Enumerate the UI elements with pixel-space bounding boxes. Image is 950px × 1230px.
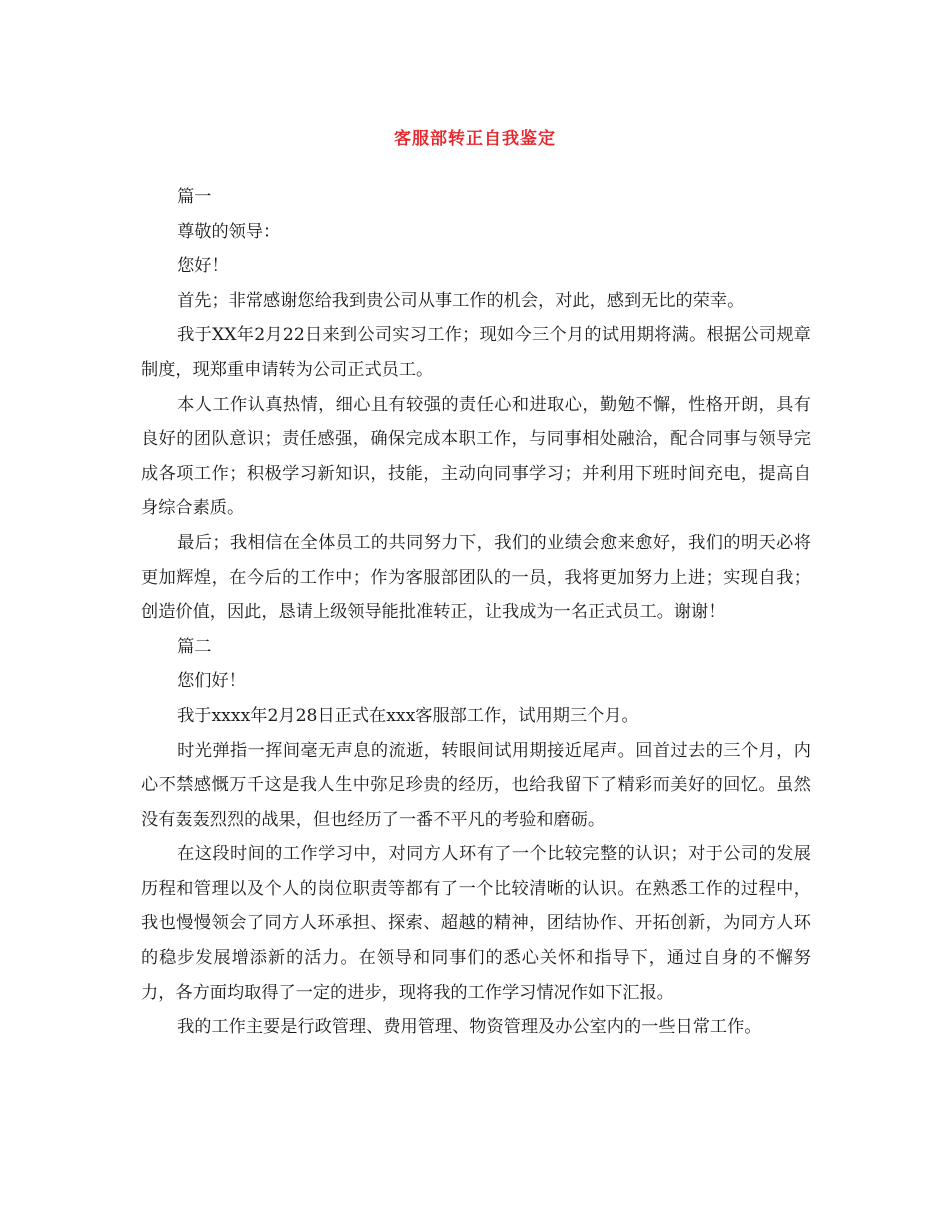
- body-paragraph: 我于xxxx年2月28日正式在xxx客服部工作，试用期三个月。: [177, 705, 639, 726]
- greeting: 您们好！: [177, 671, 246, 692]
- body-paragraph: 时光弹指一挥间毫无声息的流逝，转眼间试用期接近尾声。回首过去的三个月，内心不禁感慨万千这是我人生中弥足珍贵的经历，也给我留下了精彩而美好的回忆。虽然没有轰轰烈烈的战果，但也经历了一番不平凡的考验和磨砺。: [141, 740, 811, 830]
- body-paragraph: 最后；我相信在全体员工的共同努力下，我们的业绩会愈来愈好，我们的明天必将更加辉煌，在今后的工作中；作为客服部团队的一员，我将更加努力上进；实现自我；创造价值，因此，恳请上级领导能批准转正，让我成为一名正式员工。谢谢！: [141, 532, 811, 623]
- section-heading: 篇一: [177, 187, 212, 207]
- body-paragraph: 首先；非常感谢您给我到贵公司从事工作的机会，对此，感到无比的荣幸。: [177, 290, 745, 311]
- greeting: 您好！: [177, 256, 229, 277]
- section-heading: 篇二: [177, 636, 212, 657]
- body-paragraph: 我的工作主要是行政管理、费用管理、物资管理及办公室内的一些日常工作。: [177, 1017, 762, 1038]
- document-title: 客服部转正自我鉴定: [394, 129, 556, 149]
- salutation: 尊敬的领导：: [177, 221, 281, 242]
- document-body: [141, 180, 811, 1045]
- body-paragraph: 我于XX年2月22日来到公司实习工作；现如今三个月的试用期将满。根据公司规章制度，现郑重申请转为公司正式员工。: [141, 325, 811, 380]
- body-paragraph: 本人工作认真热情，细心且有较强的责任心和进取心，勤勉不懈，性格开朗，具有良好的团队意识；责任感强，确保完成本职工作，与同事相处融洽，配合同事与领导完成各项工作；积极学习新知识，技能，主动向同事学习；并利用下班时间充电，提高自身综合素质。: [141, 394, 811, 519]
- body-paragraph: 在这段时间的工作学习中，对同方人环有了一个比较完整的认识；对于公司的发展历程和管理以及个人的岗位职责等都有了一个比较清晰的认识。在熟悉工作的过程中，我也慢慢领会了同方人环承担、探索、超越的精神，团结协作、开拓创新，为同方人环的稳步发展增添新的活力。在领导和同事们的悉心关怀和指导下，通过自身的不懈努力，各方面均取得了一定的进步，现将我的工作学习情况作如下汇报。: [141, 844, 811, 1003]
